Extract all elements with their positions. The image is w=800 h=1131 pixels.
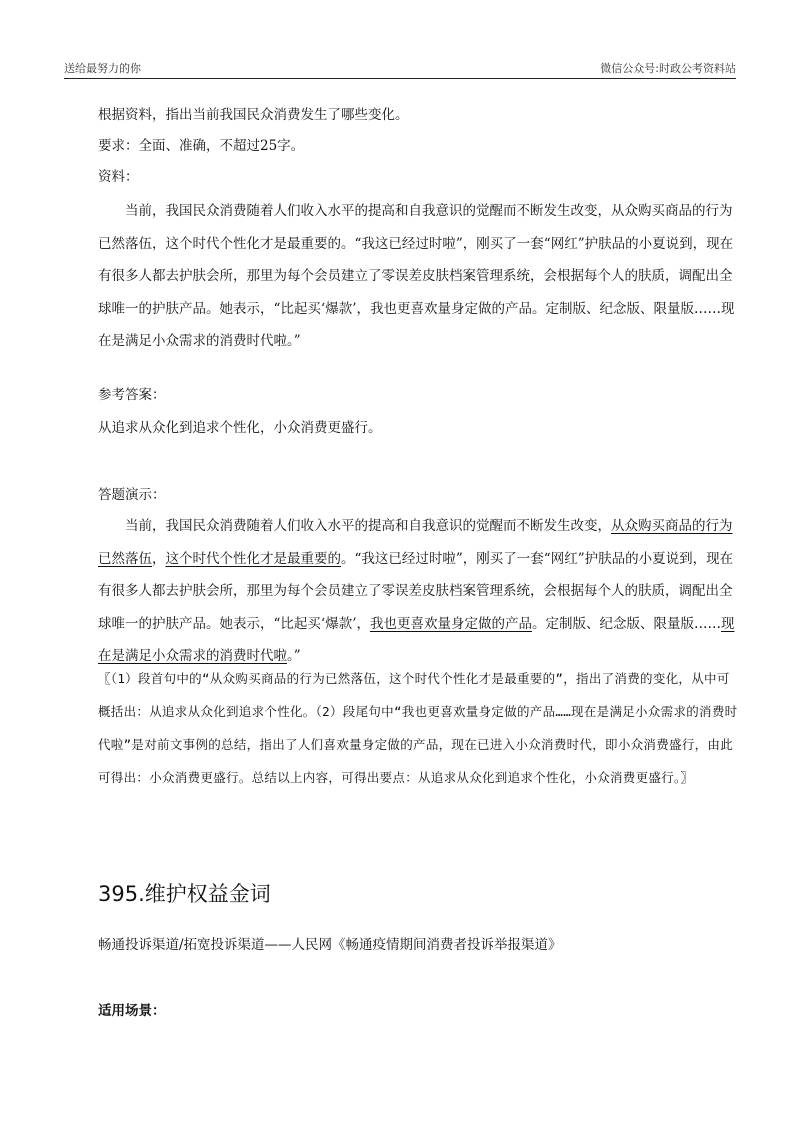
demo-label: 答题演示： xyxy=(98,487,166,503)
demo-underlined-point: 现在是满足小众需求的消费时代啦 xyxy=(98,615,735,664)
demo-segment: 。“我这已经过时啦”，刚买了一套“网红”护肤品的小夏说到，现在有很多人都去护肤会所，那里为每个会员建立了零误差皮肤档案管理系统，会根据每个人的肤质，调配出全球唯一的护肤产品。她表示，“比起买‘爆款’， xyxy=(98,550,734,632)
demo-segment: 。定制版、纪念版、限量版…… xyxy=(531,615,721,632)
answer-label: 参考答案： xyxy=(98,387,166,403)
header-left-text: 送给最努力的你 xyxy=(64,62,141,75)
golden-phrase: 畅通投诉渠道/拓宽投诉渠道——人民网《畅通疫情期间消费者投诉举报渠道》 xyxy=(98,937,562,953)
material-label: 资料： xyxy=(98,169,139,185)
analysis-text: 〖（1）段首句中的“从众购买商品的行为已然落伍，这个时代个性化才是最重要的”，指出了消费的变化，从中可概括出：从追求从众化到追求个性化。（2）段尾句中“我也更喜欢量身定做的产品……现在是满足小众需求的消费时代啦”是对前文事例的总结，指出了人们喜欢量身定做的产品，现在已进入小众消费时代，即小众消费盛行，由此可得出：小众消费更盛行。总结以上内容，可得出要点：从追求从众化到追求个性化，小众消费更盛行。〗 xyxy=(98,671,738,785)
demo-segment: ， xyxy=(152,550,166,567)
header-right-text: 微信公众号:时政公考资料站 xyxy=(600,62,736,75)
header-divider xyxy=(64,78,736,79)
demo-segment: 当前，我国民众消费随着人们收入水平的提高和自我意识的觉醒而不断发生改变， xyxy=(125,518,611,534)
demo-underlined-point: 从众购买商品的行为已然落伍 xyxy=(98,518,733,567)
demo-segment: 。” xyxy=(287,648,301,664)
question-prompt: 根据资料，指出当前我国民众消费发生了哪些变化。 xyxy=(98,107,409,123)
demo-text xyxy=(98,510,738,673)
demo-underlined-point: 这个时代个性化才是最重要的 xyxy=(165,550,341,567)
question-requirement: 要求：全面、准确，不超过25字。 xyxy=(98,138,305,154)
material-text: 当前，我国民众消费随着人们收入水平的提高和自我意识的觉醒而不断发生改变，从众购买商品的行为已然落伍，这个时代个性化才是最重要的。“我这已经过时啦”，刚买了一套“网红”护肤品的小夏说到，现在有很多人都去护肤会所，那里为每个会员建立了零误差皮肤档案管理系统，会根据每个人的肤质，调配出全球唯一的护肤产品。她表示，“比起买‘爆款’，我也更喜欢量身定做的产品。定制版、纪念版、限量版……现在是满足小众需求的消费时代啦。” xyxy=(98,203,735,349)
answer-text: 从追求从众化到追求个性化，小众消费更盛行。 xyxy=(98,420,382,436)
section-title: 395.维护权益金词 xyxy=(98,882,271,906)
demo-underlined-point: 我也更喜欢量身定做的产品 xyxy=(369,615,532,632)
page-header xyxy=(64,56,736,76)
scene-label: 适用场景： xyxy=(98,1003,166,1019)
